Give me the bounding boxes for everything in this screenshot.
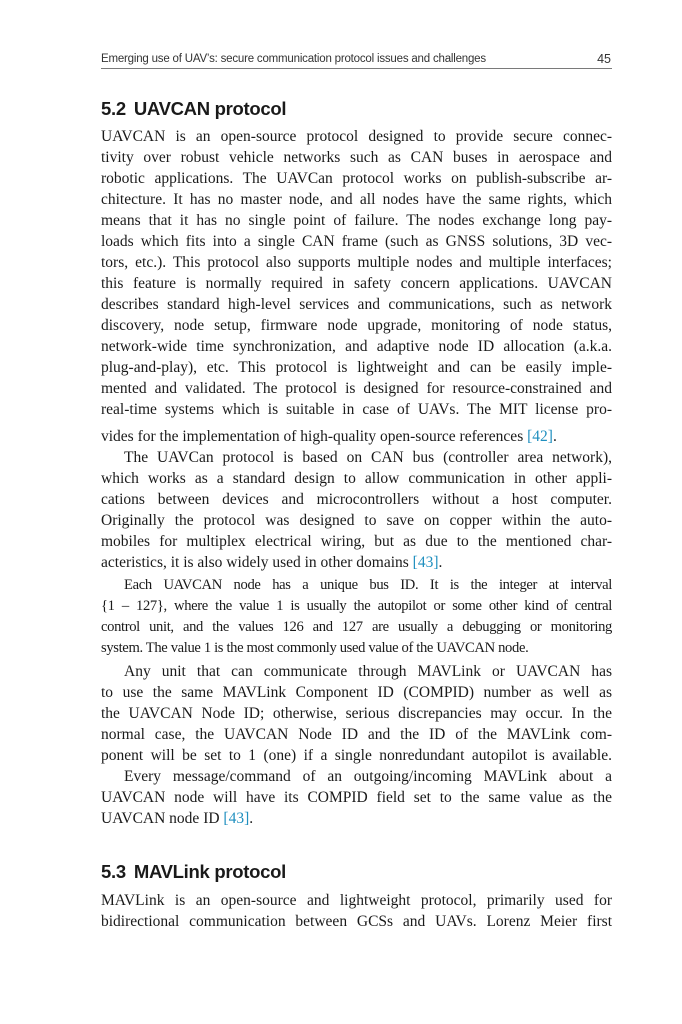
section-number: 5.3 xyxy=(101,861,126,882)
text-line: tivity over robust vehicle networks such as CAN buses in aerospace and xyxy=(101,149,612,166)
text-line: tors, etc.). This protocol also supports multiple nodes and multiple interfaces; xyxy=(101,254,612,271)
citation-link[interactable]: [43] xyxy=(223,810,250,827)
text-line: Any unit that can communicate through MAVLink or UAVCAN has xyxy=(124,663,612,680)
text-line: normal case, the UAVCAN Node ID and the ID of the MAVLink com- xyxy=(101,726,612,743)
text-line: cations between devices and microcontrollers without a host computer. xyxy=(101,491,612,508)
text-line: bidirectional communication between GCSs and UAVs. Lorenz Meier first xyxy=(101,913,612,930)
section-heading-5-2 xyxy=(101,98,612,120)
running-head-title: Emerging use of UAV’s: secure communication protocol issues and challenges xyxy=(101,53,486,65)
citation-link[interactable]: [42] xyxy=(527,428,553,445)
text-segment: UAVCAN node ID xyxy=(101,810,220,827)
text-line: acteristics, it is also widely used in other domains [43]. xyxy=(101,554,443,571)
section-title: MAVLink protocol xyxy=(133,861,286,882)
text-segment: acteristics, it is also widely used in other domains xyxy=(101,554,409,571)
text-line: MAVLink is an open-source and lightweight protocol, primarily used for xyxy=(101,892,612,909)
text-line: real-time systems which is suitable in case of UAVs. The MIT license pro- xyxy=(101,401,612,418)
text-line: UAVCAN is an open-source protocol designed to provide secure connec- xyxy=(101,128,612,145)
running-head xyxy=(101,52,612,69)
text-line: {1 – 127}, where the value 1 is usually the autopilot or some other kind of central xyxy=(101,598,612,614)
text-line: Each UAVCAN node has a unique bus ID. It is the integer at interval xyxy=(124,577,612,593)
text-line: discovery, node setup, firmware node upgrade, monitoring of node status, xyxy=(101,317,612,334)
section-heading-5-3 xyxy=(101,861,612,883)
text-line: Every message/command of an outgoing/incoming MAVLink about a xyxy=(124,768,612,785)
text-line: the UAVCAN Node ID; otherwise, serious discrepancies may occur. In the xyxy=(101,705,612,722)
text-line: vides for the implementation of high-quality open-source references [42]. xyxy=(101,428,557,445)
text-line: The UAVCan protocol is based on CAN bus (controller area network), xyxy=(124,449,612,466)
text-line: control unit, and the values 126 and 127 are usually a debugging or monitoring xyxy=(101,619,612,635)
text-line: this feature is normally required in safety concern applications. UAVCAN xyxy=(101,275,612,292)
citation-link[interactable]: [43] xyxy=(412,554,439,571)
text-line: mented and validated. The protocol is designed for resource-constrained and xyxy=(101,380,612,397)
text-line: network-wide time synchronization, and adaptive node ID allocation (a.k.a. xyxy=(101,338,612,355)
text-line: to use the same MAVLink Component ID (COMPID) number as well as xyxy=(101,684,612,701)
text-line: chitecture. It has no master node, and all nodes have the same rights, which xyxy=(101,191,612,208)
text-line: means that it has no single point of failure. The nodes exchange long pay- xyxy=(101,212,612,229)
text-segment: vides for the implementation of high-quality open-source references xyxy=(101,428,524,445)
text-line: robotic applications. The UAVCan protocol works on publish-subscribe ar- xyxy=(101,170,612,187)
text-line: system. The value 1 is the most commonly used value of the UAVCAN node. xyxy=(101,640,529,656)
text-line: UAVCAN node will have its COMPID field set to the same value as the xyxy=(101,789,612,806)
text-line: plug-and-play), etc. This protocol is lightweight and can be easily imple- xyxy=(101,359,612,376)
page-number: 45 xyxy=(597,52,611,66)
section-number: 5.2 xyxy=(101,98,126,119)
text-line: which works as a standard design to allow communication in other appli- xyxy=(101,470,612,487)
text-line: describes standard high-level services and communications, such as network xyxy=(101,296,612,313)
text-line: ponent will be set to 1 (one) if a single nonredundant autopilot is available. xyxy=(101,747,612,764)
text-line: loads which fits into a single CAN frame (such as GNSS solutions, 3D vec- xyxy=(101,233,612,250)
text-line: mobiles for multiplex electrical wiring, but as due to the mentioned char- xyxy=(101,533,612,550)
section-title: UAVCAN protocol xyxy=(133,98,287,119)
text-line: Originally the protocol was designed to save on copper within the auto- xyxy=(101,512,612,529)
text-line: UAVCAN node ID [43]. xyxy=(101,810,254,827)
